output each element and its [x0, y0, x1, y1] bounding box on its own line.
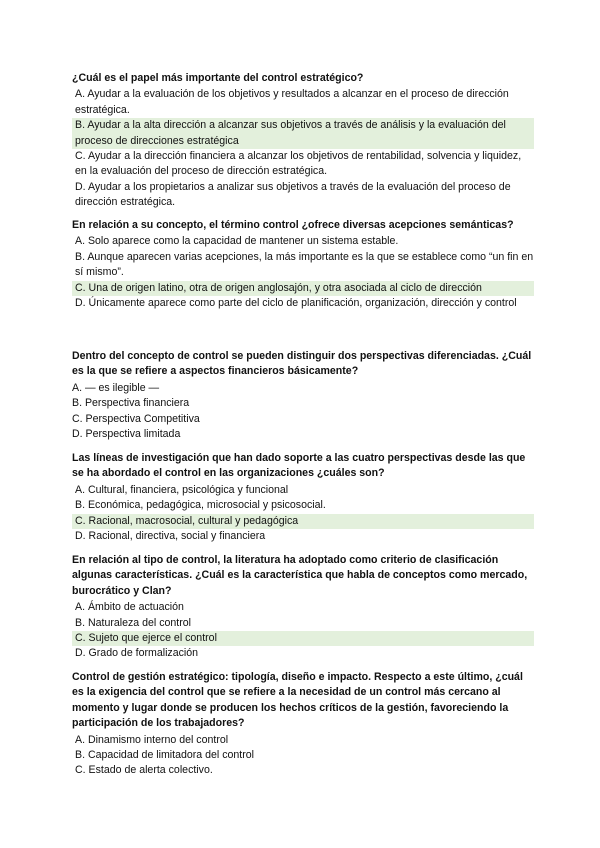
question-stem: Dentro del concepto de control se pueden distinguir dos perspectivas diferenciadas. ¿Cuál es la que se refiere a aspectos financieros básicamente? [72, 350, 532, 378]
answer-option-b: B. Naturaleza del control [75, 616, 192, 629]
answer-option-c: C. Estado de alerta colectivo. [75, 764, 213, 777]
answer-option-a: A. Ámbito de actuación [75, 601, 184, 614]
question-3 [72, 349, 534, 442]
question-stem: Las líneas de investigación que han dado soporte a las cuatro perspectivas desde las que se ha abordado el control en las organizaciones ¿cuáles son? [72, 452, 526, 480]
answer-option-d: D. Racional, directiva, social y financiera [75, 530, 266, 543]
answer-option-a: A. Ayudar a la evaluación de los objetivos y resultados a alcanzar en el proceso de dirección estratégica. [75, 88, 509, 116]
question-5 [72, 553, 534, 662]
question-stem: Control de gestión estratégico: tipología, diseño e impacto. Respecto a este último, ¿cuál es la exigencia del control que se refiere a la necesidad de un control más cercano al momento y lugar donde se producen los hechos críticos de la gestión, favoreciendo la participación de los trabajadores? [72, 671, 523, 730]
question-2 [72, 218, 534, 311]
answer-option-c-correct: C. Sujeto que ejerce el control [72, 631, 534, 646]
answer-option-c: C. Ayudar a la dirección financiera a alcanzar los objetivos de rentabilidad, solvencia y liquidez, en la evaluación del proceso de dirección estratégica. [75, 150, 522, 178]
question-4 [72, 451, 534, 544]
answer-option-a: A. Dinamismo interno del control [75, 733, 229, 746]
answer-option-b: B. Capacidad de limitadora del control [75, 749, 255, 762]
question-stem: En relación al tipo de control, la literatura ha adoptado como criterio de clasificación algunas características. ¿Cuál es la característica que habla de conceptos como mercado, burocrático y Clan? [72, 554, 528, 597]
answer-option-a: A. Solo aparece como la capacidad de mantener un sistema estable. [75, 235, 399, 248]
answer-option-b: B. Económica, pedagógica, microsocial y psicosocial. [75, 499, 326, 512]
question-stem: En relación a su concepto, el término control ¿ofrece diversas acepciones semánticas? [72, 219, 514, 231]
question-1 [72, 71, 534, 211]
answer-option-b: B. Aunque aparecen varias acepciones, la más importante es la que se establece como “un fin en sí mismo”. [75, 250, 534, 279]
answer-option-d: D. Grado de formalización [75, 647, 199, 660]
answer-option-c-correct: C. Una de origen latino, otra de origen anglosajón, y otra asociada al ciclo de dirección [72, 281, 534, 296]
question-6 [72, 670, 534, 779]
answer-option-d: D. Perspectiva limitada [72, 428, 181, 441]
answer-option-b-correct: B. Ayudar a la alta dirección a alcanzar sus objetivos a través de análisis y la evaluación del proceso de direcciones estratégica [72, 118, 534, 149]
question-stem: ¿Cuál es el papel más importante del control estratégico? [72, 72, 364, 84]
answer-option-d: D. Únicamente aparece como parte del ciclo de planificación, organización, dirección y control [75, 297, 517, 310]
answer-option-c: C. Perspectiva Competitiva [72, 412, 200, 425]
answer-option-a: A. Cultural, financiera, psicológica y funcional [75, 483, 289, 496]
answer-option-c-correct: C. Racional, macrosocial, cultural y pedagógica [72, 514, 534, 529]
answer-option-a: A. — es ilegible — [72, 381, 160, 394]
answer-option-d: D. Ayudar a los propietarios a analizar sus objetivos a través de la evaluación del proceso de dirección estratégica. [75, 180, 511, 209]
answer-option-b: B. Perspectiva financiera [72, 397, 190, 410]
